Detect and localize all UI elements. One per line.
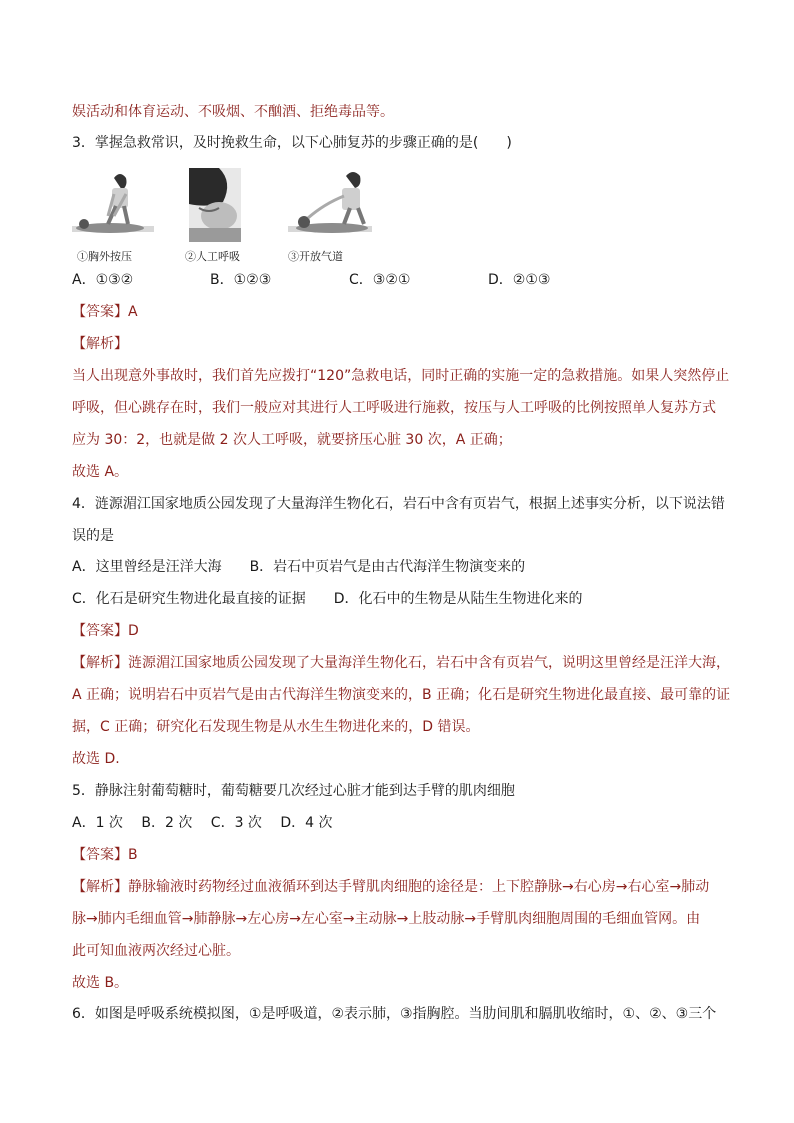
chest-compression-illustration	[72, 168, 154, 242]
rescue-breathing-illustration	[189, 168, 241, 242]
analysis-label: 【解析】	[72, 336, 128, 352]
text-line: 娱活动和体育运动、不吸烟、不酗酒、拒绝毒品等。	[72, 104, 394, 120]
question-5-stem: 5．静脉注射葡萄糖时，葡萄糖要几次经过心脏才能到达手臂的肌肉细胞	[72, 783, 515, 799]
text-line: 呼吸，但心跳存在时，我们一般应对其进行人工呼吸进行施救，按压与人工呼吸的比例按照单人复苏方式	[72, 400, 716, 416]
question-6-stem: 6．如图是呼吸系统模拟图，①是呼吸道，②表示肺，③指胸腔。当肋间肌和膈肌收缩时，①、②、③三个	[72, 1006, 717, 1022]
text-line: 【解析】涟源湄江国家地质公园发现了大量海洋生物化石，岩石中含有页岩气，说明这里曾经是汪洋大海，	[72, 655, 730, 671]
figure-caption: ③开放气道	[288, 250, 343, 263]
option-d[interactable]: D．②①③	[488, 272, 551, 288]
option-a[interactable]: A．①③②	[72, 272, 134, 288]
option-c[interactable]: C．③②①	[349, 272, 411, 288]
text-line: 此可知血液两次经过心脏。	[72, 943, 240, 959]
text-line: 当人出现意外事故时，我们首先应拨打“120”急救电话，同时正确的实施一定的急救措施。如果人突然停止	[72, 368, 730, 384]
figure-caption: ②人工呼吸	[185, 250, 240, 263]
options-row[interactable]: A．这里曾经是汪洋大海 B．岩石中页岩气是由古代海洋生物演变来的	[72, 559, 526, 575]
question-4-stem: 4．涟源湄江国家地质公园发现了大量海洋生物化石，岩石中含有页岩气，根据上述事实分析，以下说法错	[72, 496, 725, 512]
question-3-stem: 3．掌握急救常识，及时挽救生命，以下心肺复苏的步骤正确的是( )	[72, 135, 512, 151]
choice-line: 故选 B。	[72, 975, 129, 991]
options-row[interactable]: A．1 次 B．2 次 C．3 次 D．4 次	[72, 815, 333, 831]
text-line: 应为 30：2，也就是做 2 次人工呼吸，就要挤压心脏 30 次，A 正确；	[72, 432, 512, 448]
question-4-stem: 误的是	[72, 528, 114, 544]
answer-label: 【答案】A	[72, 304, 138, 320]
choice-line: 故选 D.	[72, 751, 120, 767]
answer-label: 【答案】B	[72, 847, 138, 863]
option-b[interactable]: B．①②③	[210, 272, 272, 288]
text-line: 脉→肺内毛细血管→肺静脉→左心房→左心室→主动脉→上肢动脉→手臂肌肉细胞周围的毛细血管网。由	[72, 911, 701, 927]
choice-line: 故选 A。	[72, 464, 129, 480]
answer-label: 【答案】D	[72, 623, 139, 639]
airway-opening-illustration	[288, 168, 372, 242]
text-line: 据，C 正确；研究化石发现生物是从水生生物进化来的，D 错误。	[72, 719, 480, 735]
figure-caption: ①胸外按压	[77, 250, 132, 263]
text-line: A 正确；说明岩石中页岩气是由古代海洋生物演变来的，B 正确；化石是研究生物进化最直接、最可靠的证	[72, 687, 731, 703]
options-row[interactable]: C．化石是研究生物进化最直接的证据 D．化石中的生物是从陆生生物进化来的	[72, 591, 583, 607]
text-line: 【解析】静脉输液时药物经过血液循环到达手臂肌肉细胞的途径是：上下腔静脉→右心房→右心室→肺动	[72, 879, 710, 895]
